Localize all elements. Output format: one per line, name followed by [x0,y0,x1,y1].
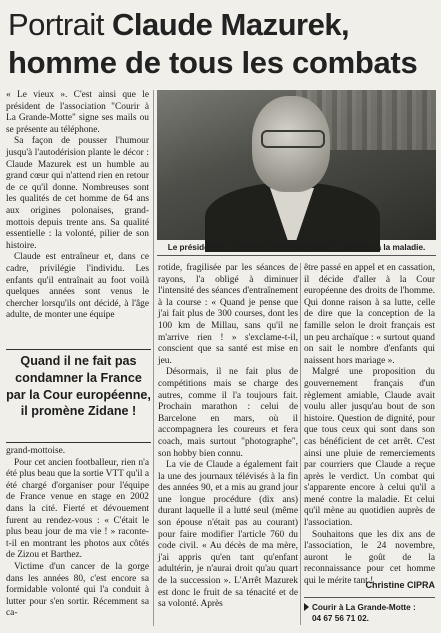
article-column-1-continued [6,446,149,626]
contact-box [304,597,435,627]
paragraph: Souhaitons que les dix ans de l'association, le 24 novembre, auront le goût de la reconnaissance pour cet homme qui le mérite tant ! [304,529,435,587]
portrait-photo [157,90,436,240]
paragraph: « Le vieux ». C'est ainsi que le président de l'association "Courir à La Grande-Motte" signe ses mails ou se présente au téléphone. [6,90,149,135]
photo-caption: Le président de "Courir à la Grande-Motte" a fait face à la maladie. [157,240,436,256]
contact-phone: 04 67 56 71 02. [312,614,369,623]
paragraph: Pour cet ancien footballeur, rien n'a été plus beau que la sortie VTT qu'il a été chargé d'organiser pour l'équipe de France venue en stage en 2002 dans la cité. Fierté et dévouement furent au rendez-vous : « C'était le plus beau jour de ma vie ! » raconte-t-il en montrant les photos aux côtés de Zizou et Barthez. [6,457,149,561]
paragraph: Victime d'un cancer de la gorge dans les années 80, c'est encore sa formidable volonté qui l'a conduit à lutter pour s'en sortir. Récemment sa ca- [6,561,149,619]
triangle-bullet-icon [304,603,309,611]
pull-quote: Quand il ne fait pas condamner la France par la Cour européenne, il promène Zidane ! [6,349,151,443]
contact-label: Courir à La Grande-Motte : [312,603,416,612]
headline-line-2: homme de tous les combats [8,45,418,80]
column-rule [300,263,301,625]
column-rule [153,90,154,626]
headline [8,6,436,82]
paragraph: rotide, fragilisée par les séances de rayons, l'a obligé à diminuer l'intensité des séances d'entraînement à la course : « Quand je pense que j'ai fait plus de 300 courses, dont les 100 km de Millau, sans qu'il ne m'arrive rien ! » s'exclame-t-il, conscient que sa santé est mise en jeu. [158,263,298,366]
headline-kicker: Portrait [8,7,104,42]
paragraph: Désormais, il ne fait plus de compétitions mais se charge des autres, comme il l'a toujours fait. Prochain marathon : celui de Barcelone en mars, où il accompagnera les coureurs et fera coach, mais surtout "photographe", son hobby bien connu. [158,367,298,459]
paragraph: grand-mottoise. [6,446,66,456]
paragraph: Claude est entraîneur et, dans ce cadre, privilégie l'individu. Les enfants qu'il entraînait au foot voilà quelques années sont venus le chercher lorsqu'ils ont décidé, à l'âge adulte, de monter une équipe [6,252,149,321]
headline-name: Claude Mazurek, [112,7,350,42]
author-signature: Christine CIPRA [365,580,435,590]
article-column-2 [158,263,298,625]
photo-figure-glasses [261,130,325,148]
headline-line-1 [8,6,436,44]
paragraph: La vie de Claude a également fait la une des journaux télévisés à la fin des années 90, et a mis au grand jour une longue procédure (dix ans) durant laquelle il a lutté seul (même son épouse n'était pas au courant) pour faire modifier l'article 760 du code civil. « Au décès de ma mère, j'ai appris qu'en tant qu'enfant adultérin, je n'aurai droit qu'au quart de la succession ». L'Arrêt Mazurek est donc le fruit de sa ténacité et de sa volonté. Après [158,460,298,610]
article-column-1 [6,90,149,347]
paragraph: Sa façon de pousser l'humour jusqu'à l'autodérision plante le décor : Claude Mazurek est un humble au grand cœur qui n'attend rien en retour de ce qu'il donne. Nombreuses sont les qualités de cet homme de 64 ans aux origines polonaises, grand-mottois depuis trente ans. Sa qualité essentielle : la volonté, pilier de son histoire. [6,136,149,251]
paragraph: être passé en appel et en cassation, il décide d'aller à la Cour européenne des droits de l'homme. Qui donne raison à sa lutte, celle de dire que la conception de la famille selon le droit français est un peu archaïque : « surtout quand on sait le nombre d'enfants qui naissent hors mariage ». [304,263,435,366]
paragraph: Malgré une proposition du gouvernement français d'un règlement amiable, Claude avait voulu aller jusqu'au bout de son histoire. Question de dignité, pour que tous ceux qui sont dans son cas bénéficient de cet arrêt. C'est ainsi une pluie de remerciements par courriers que Claude a reçue après le verdict. Un combat qui s'apparente encore à celui qu'il a mené contre la maladie. Et celui qu'il mène au quotidien auprès de l'association. [304,367,435,529]
